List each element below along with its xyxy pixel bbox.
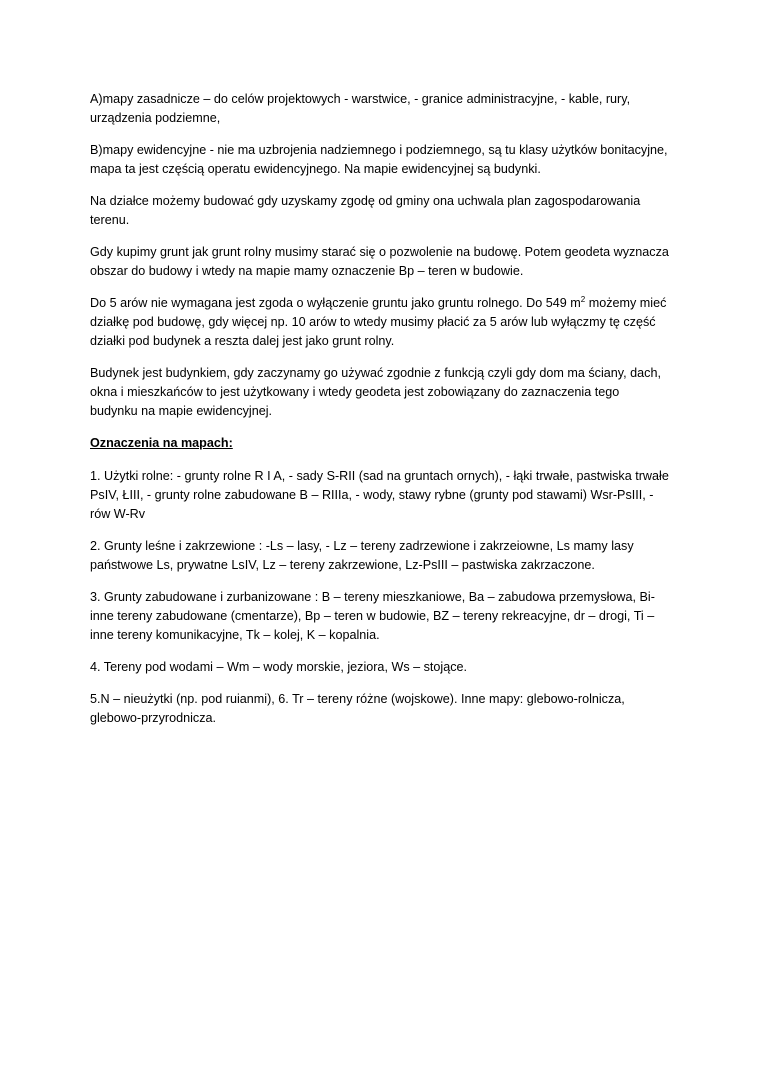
list-item-built-up-land: 3. Grunty zabudowane i zurbanizowane : B – tereny mieszkaniowe, Ba – zabudowa przemysłowa, Bi- inne tereny zabudowane (cmentarze), Bp – teren w budowie, BZ – tereny rekreacyjne, dr – drogi, Ti – inne tereny komunikacyjne, Tk – kolej, K – kopalnia. (90, 590, 655, 642)
paragraph-land-exclusion (90, 294, 670, 351)
paragraph-map-types-b: B)mapy ewidencyjne - nie ma uzbrojenia nadziemnego i podziemnego, są tu klasy użytków bonitacyjne, mapa ta jest częścią operatu ewidencyjnego. Na mapie ewidencyjnej są budynki. (90, 143, 668, 176)
paragraph-map-types-a: A)mapy zasadnicze – do celów projektowych - warstwice, - granice administracyjne, - kable, rury, urządzenia podziemne, (90, 92, 631, 125)
list-item-forest-land: 2. Grunty leśne i zakrzewione : -Ls – lasy, - Lz – tereny zadrzewione i zakrzeiowne, Ls mamy lasy państwowe Ls, prywatne LsIV, Lz – tereny zakrzewione, Lz-PsIII – pastwiska zakrzaczone. (90, 539, 634, 572)
superscript-squared: 2 (580, 294, 586, 304)
list-item-agricultural-land: 1. Użytki rolne: - grunty rolne R I A, - sady S-RII (sad na gruntach ornych), - łąki trwałe, pastwiska trwałe PsIV, ŁIII, - grunty rolne zabudowane B – RIIIa, - wody, stawy rybne (grunty pod stawami) Wsr-PsIII, - rów W-Rv (90, 469, 669, 521)
document-body (90, 90, 670, 741)
paragraph-building-definition: Budynek jest budynkiem, gdy zaczynamy go używać zgodnie z funkcją czyli gdy dom ma ściany, dach, okna i mieszkańców to jest użytkowany i wtedy geodeta jest zobowiązany do zaznaczenia tego budynku na mapie ewidencyjnej. (90, 366, 661, 418)
paragraph-building-permission: Na działce możemy budować gdy uzyskamy zgodę od gminy ona uchwala plan zagospodarowania terenu. (90, 194, 641, 227)
paragraph-land-exclusion-end: możemy mieć działkę pod budowę, gdy więcej np. 10 arów to wtedy musimy płacić za 5 arów lub wyłączmy tę część działki pod budynek a reszta dalej jest jako grunt rolny. (90, 296, 667, 348)
list-item-wasteland-other: 5.N – nieużytki (np. pod ruianmi), 6. Tr – tereny różne (wojskowe). Inne mapy: glebowo-rolnicza, glebowo-przyrodnicza. (90, 692, 625, 725)
list-item-water-land: 4. Tereny pod wodami – Wm – wody morskie, jeziora, Ws – stojące. (90, 660, 468, 674)
section-heading-map-symbols: Oznaczenia na mapach: (90, 436, 233, 450)
paragraph-land-purchase: Gdy kupimy grunt jak grunt rolny musimy starać się o pozwolenie na budowę. Potem geodeta wyznacza obszar do budowy i wtedy na mapie mamy oznaczenie Bp – teren w budowie. (90, 245, 669, 278)
paragraph-land-exclusion-start: Do 5 arów nie wymagana jest zgoda o wyłączenie gruntu jako gruntu rolnego. Do 549 m (90, 296, 581, 310)
